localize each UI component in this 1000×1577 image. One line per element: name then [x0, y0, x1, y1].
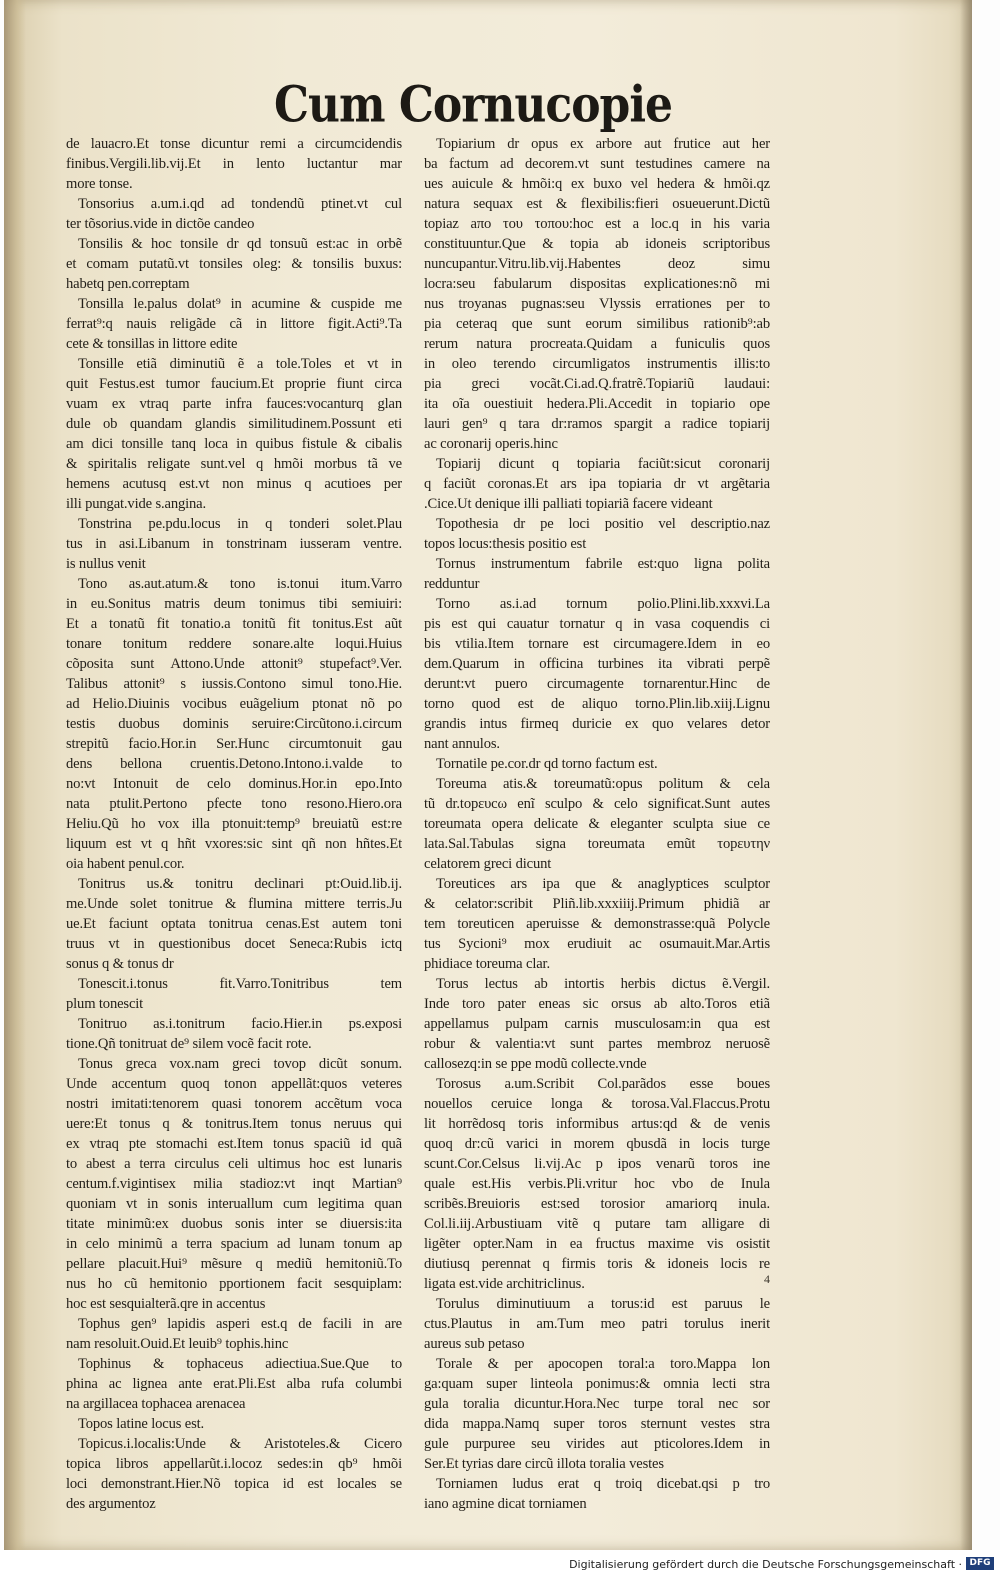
text-line: nant annulos.	[424, 736, 500, 752]
text-line: callosezq:in se ppe modũ collecte.vnde	[424, 1056, 647, 1072]
text-line: phina ac lignea ante erat.Pli.Est alba rufa columbi	[66, 1376, 402, 1392]
text-line: ligẽter opter.Nam in ea fructus maxime vis osistit	[424, 1236, 770, 1252]
funding-credit: Digitalisierung gefördert durch die Deutsche Forschungsgemeinschaft ·	[569, 1558, 962, 1571]
text-line: ad Helio.Diuinis vocibus euãgelium ptonat nõ po	[66, 696, 402, 712]
text-line: Toreutices ars ipa que & anaglyptices sculptor	[436, 876, 770, 892]
text-line: habetq pen.correptam	[66, 276, 190, 292]
text-line: Tonstrina pe.pdu.locus in q tonderi solet.Plau	[78, 516, 402, 532]
text-line: natura sequax est & flexibilis:fieri osueuerunt.Dictũ	[424, 196, 770, 212]
text-line: tũ dr.topευcω enĩ sculpo & celo significat.Sunt autes	[424, 796, 770, 812]
text-line: no:vt Intonuit de celo dominus.Hor.in epo.Into	[66, 776, 402, 792]
text-line: Toreuma atis.& toreumatũ:opus politum & cela	[436, 776, 770, 792]
text-line: quoniam vt in sonis interuallum cum legitima quan	[66, 1196, 402, 1212]
text-line: hemens acutusq est.vt non minus q acutioes per	[66, 476, 402, 492]
text-line: ues auicule & hmõi:q ex buxo vel hedera & hmõi.qz	[424, 176, 770, 192]
text-line: pis est qui cauatur tornatur q in vasa coquendis ci	[424, 616, 770, 632]
text-line: des argumentoz	[66, 1496, 156, 1512]
text-line: Tono as.aut.atum.& tono is.tonui itum.Varro	[78, 576, 402, 592]
text-line: liquum est vt q hñt vxores:sic sint qñ non hñtes.Et	[66, 836, 402, 852]
text-line: nus troyanas pugnas:seu Vlyssis errationes per to	[424, 296, 770, 312]
text-line: loci demonstrant.Hier.Nõ topica id est locales se	[66, 1476, 402, 1492]
text-line: Tonitrus us.& tonitru declinari pt:Ouid.lib.ij.	[78, 876, 402, 892]
text-line: lata.Sal.Tabulas signa toreumata emũt τopευτην	[424, 836, 770, 852]
text-line: Topothesia dr pe loci positio vel descriptio.naz	[436, 516, 770, 532]
text-line: lit horrẽdosq toris informibus artus:qd & de venis	[424, 1116, 770, 1132]
text-line: ita oĩa ouestiuit hedera.Pli.Accedit in topiario ope	[424, 396, 770, 412]
text-line: Tonsille etiã diminutiũ ẽ a tole.Toles et vt in	[78, 356, 402, 372]
text-line: Torale & per apocopen toral:a toro.Mappa lon	[436, 1356, 770, 1372]
text-line: Tonitruo as.i.tonitrum facio.Hier.in ps.exposi	[78, 1016, 402, 1032]
text-line: Tophus gen⁹ lapidis asperi est.q de facili in are	[78, 1316, 402, 1332]
text-line: Tonus greca vox.nam greci tovop dicũt sonum.	[78, 1056, 402, 1072]
text-line: phidiace toreuma clar.	[424, 956, 550, 972]
text-line: redduntur	[424, 576, 480, 592]
text-line: rerum natura procreata.Quidam a funiculis quos	[424, 336, 770, 352]
text-line: plum tonescit	[66, 996, 144, 1012]
text-line: nus ho cũ hemitonio pportionem facit sesquiplam:	[66, 1276, 402, 1292]
text-line: pia ceteraq que sunt eorum similibus rationib⁹:ab	[424, 316, 770, 332]
text-line: illi pungat.vide s.angina.	[66, 496, 206, 512]
text-line: na argillacea tophacea arenacea	[66, 1396, 246, 1412]
text-line: de lauacro.Et tonse dicuntur remi a circumcidendis	[66, 136, 402, 152]
text-line: lauri gen⁹ q tara dr:ramos spargit a radice topiarij	[424, 416, 770, 432]
text-line: locra:seu fabularum dispositas explicationes:nõ mi	[424, 276, 770, 292]
text-line: nam resoluit.Ouid.Et leuib⁹ tophis.hinc	[66, 1336, 289, 1352]
text-line: dida mappa.Namq super toros sternunt vestes stra	[424, 1416, 770, 1432]
text-line: Torosus a.um.Scribit Col.parãdos esse boues	[436, 1076, 770, 1092]
text-line: Tonsilla le.palus dolat⁹ in acumine & cuspide me	[78, 296, 402, 312]
text-line: Topiarij dicunt q topiaria faciũt:sicut coronarij	[436, 456, 770, 472]
text-line: gule purpuree seu virides aut pticolores.Idem in	[424, 1436, 770, 1452]
text-line: is nullus venit	[66, 556, 146, 572]
text-line: topica libros appellarũt.i.locoz sedes:in qb⁹ hmõi	[66, 1456, 402, 1472]
text-line: robur & valentia:vt sunt partes membroz neruosẽ	[424, 1036, 770, 1052]
text-line: appellamus pulpam carnis musculosam:in qua est	[424, 1016, 770, 1032]
text-line: quoq dr:cũ varici in morem qbusdã in locis turge	[424, 1136, 770, 1152]
text-line: ue.Et faciunt optata tonitrua cenas.Est autem toni	[66, 916, 402, 932]
text-line: .Cice.Ut denique illi palliati topiariã facere videant	[424, 496, 713, 512]
text-line: nostri imitati:tenorem quasi tonorem accẽtum voca	[66, 1096, 402, 1112]
text-line: tione.Qñ tonitruat de⁹ silem vocẽ facit rote.	[66, 1036, 312, 1052]
footer-bar	[0, 1550, 1000, 1577]
text-line: dule ob quandam glandis similitudinem.Possunt eti	[66, 416, 402, 432]
text-line: cete & tonsillas in littore edite	[66, 336, 238, 352]
text-line: ga:quam super linteola ponimus:& omnia lecti stra	[424, 1376, 770, 1392]
text-line: derunt:vt puero circumagente tornarentur.Hinc de	[424, 676, 770, 692]
text-line: nata ptulit.Pertono pfecte tono resono.Hiero.ora	[66, 796, 402, 812]
text-line: centum.f.vigintisex milia stadioz:vt inqt Martian⁹	[66, 1176, 402, 1192]
text-line: finibus.Vergili.lib.vij.Et in lento luctantur mar	[66, 156, 402, 172]
text-line: iano agmine dicat torniamen	[424, 1496, 587, 1512]
text-line: & celator:scribit Pliñ.lib.xxxiiij.Primum phidiã ar	[424, 896, 770, 912]
text-line: torno quod est de aliquo torno.Plin.lib.xiij.Lignu	[424, 696, 770, 712]
text-line: truus vt in questionibus docet Seneca:Rubis ictq	[66, 936, 402, 952]
text-line: Torniamen ludus erat q troiq dicebat.qsi p tro	[436, 1476, 770, 1492]
text-line: celatorem greci dicunt	[424, 856, 552, 872]
text-line: Unde accentum quoq tonon appellãt:quos veteres	[66, 1076, 402, 1092]
text-line: Topos latine locus est.	[78, 1416, 205, 1432]
text-line: Topicus.i.localis:Unde & Aristoteles.& Cicero	[78, 1436, 402, 1452]
text-line: testis duobus dominis seruire:Circũtono.i.circum	[66, 716, 402, 732]
text-line: tonare tonitum reddere sonare.alte loqui.Huius	[66, 636, 402, 652]
text-line: sonus q & tonus dr	[66, 956, 174, 972]
text-line: titate minimũ:ex duobus sonis inter se diuersis:ita	[66, 1216, 402, 1232]
text-line: aureus sub petaso	[424, 1336, 525, 1352]
text-line: topiaz aπo του τoπου:hoc est a loc.q in his varia	[424, 216, 770, 232]
text-line: oia habent penul.cor.	[66, 856, 185, 872]
dfg-logo: DFG	[966, 1557, 994, 1570]
text-line: tem toreuticen aperuisse & demonstrasse:quã Polycle	[424, 916, 770, 932]
text-line: Talibus attonit⁹ s iussis.Contono simul tono.Hie.	[66, 676, 402, 692]
text-line: Tornatile pe.cor.dr qd torno factum est.	[436, 756, 658, 772]
text-line: bis vtilia.Item tornare est circumagere.Idem in eo	[424, 636, 770, 652]
text-line: et comam putatũ.vt tonsiles oleg: & tonsilis buxus:	[66, 256, 402, 272]
text-line: Torus lectus ab intortis herbis dictus ẽ.Vergil.	[436, 976, 770, 992]
text-line: Torulus diminutiuum a torus:id est paruus le	[436, 1296, 770, 1312]
text-line: pia greci vocãt.Ci.ad.Q.fratrẽ.Topiariũ laudaui:	[424, 376, 770, 392]
text-line: am dici tonsille tanq loca in quibus fistule & cibalis	[66, 436, 402, 452]
text-line: nouellos ceruice longa & torosa.Val.Flaccus.Protu	[424, 1096, 770, 1112]
text-line: ligata est.vide architriclinus.	[424, 1276, 585, 1292]
text-line: strepitũ facio.Hor.in Ser.Hunc circumtonuit gau	[66, 736, 402, 752]
text-line: tus in asi.Libanum in tonstrinam iusseram ventre.	[66, 536, 402, 552]
text-line: vuam ex vtraq parte infra fauces:vocanturq glan	[66, 396, 402, 412]
text-line: uere:Et tonus q & tonitrus.Item tonus neruus qui	[66, 1116, 402, 1132]
page-gutter-shadow	[4, 0, 26, 1550]
book-page	[4, 0, 972, 1550]
text-line: Tonsorius a.um.i.qd ad tondendũ ptinet.vt cul	[78, 196, 402, 212]
text-line: Inde toro pater eneas sic orsus ab alto.Toros etiã	[424, 996, 770, 1012]
text-line: constituuntur.Que & topia ab idoneis scriptoribus	[424, 236, 770, 252]
text-line: in oleo terendo circumligatos instrumentis illis:to	[424, 356, 770, 372]
text-line: tus Sycioni⁹ mox erudiuit ac osumauit.Mar.Artis	[424, 936, 770, 952]
text-line: toreumata opera delicate & eleganter sculpta siue ce	[424, 816, 770, 832]
text-line: in celo minimũ a terra spacium ad lunam tonum ap	[66, 1236, 402, 1252]
text-line: gula toralia dicuntur.Hora.Nec turpe toral nec sor	[424, 1396, 770, 1412]
text-line: topos locus:thesis positio est	[424, 536, 587, 552]
text-line: quit Festus.est tumor faucium.Et proprie fiunt circa	[66, 376, 402, 392]
text-line: q faciũt coronas.Et ars ipa topiaria dr vt argẽtaria	[424, 476, 770, 492]
text-line: Tonescit.i.tonus fit.Varro.Tonitribus tem	[78, 976, 402, 992]
text-line: ba factum ad decorem.vt sunt testudines camere na	[424, 156, 770, 172]
text-line: Ser.Et tyrias dare circũ illota toralia vestes	[424, 1456, 664, 1472]
text-line: Torno as.i.ad tornum polio.Plini.lib.xxxvi.La	[436, 596, 770, 612]
text-line: ter tõsorius.vide in dictõe candeo	[66, 216, 255, 232]
text-column-right	[424, 134, 770, 1514]
running-head: Cum Cornucopie	[274, 76, 673, 134]
text-line: Tonsilis & hoc tonsile dr qd tonsuũ est:ac in orbẽ	[78, 236, 402, 252]
text-line: Heliu.Qũ ho vox illa ptonuit:temp⁹ breuiatũ est:re	[66, 816, 402, 832]
text-line: diutiusq perennat q firmis toris & idoneis locis re	[424, 1256, 770, 1272]
text-line: nuncupantur.Vitru.lib.vij.Habentes deoz simu	[424, 256, 770, 272]
text-line: ex vtraq pte stomachi est.Item tonus spaciũ id quã	[66, 1136, 402, 1152]
text-column-left	[66, 134, 402, 1514]
text-line: Et a tonatũ fit tonatio.a tonitũ fit tonitus.Est aũt	[66, 616, 402, 632]
folio-mark: 4	[764, 1272, 770, 1286]
text-line: & spiritalis religate sunt.vel q hmõi morbus tã ve	[66, 456, 402, 472]
text-line: hoc est sesquialterã.qre in accentus	[66, 1296, 266, 1312]
text-line: ac coronarij operis.hinc	[424, 436, 558, 452]
text-line: quale est.His verbis.Pli.vritur hoc vbo de Inula	[424, 1176, 770, 1192]
text-line: ferrat⁹:q nauis religãde cã in littore figit.Acti⁹.Ta	[66, 316, 402, 332]
text-line: dem.Quarum in officina turbines ita vibrati perpẽ	[424, 656, 770, 672]
text-line: Tophinus & tophaceus adiectiua.Sue.Que to	[78, 1356, 402, 1372]
text-line: Topiarium dr opus ex arbore aut frutice aut her	[436, 136, 770, 152]
text-line: cõposita sunt Attono.Unde attonit⁹ stupefact⁹.Ver.	[66, 656, 402, 672]
text-line: Col.li.iij.Arbustiuam vitẽ q putare tam alligare di	[424, 1216, 770, 1232]
page-edge-shadow	[960, 0, 972, 1550]
text-line: Tornus instrumentum fabrile est:quo ligna polita	[436, 556, 770, 572]
text-line: dens bellona cruentis.Detono.Intono.i.valde to	[66, 756, 402, 772]
text-line: to abest a terra circulus celi ultimus hoc est lunaris	[66, 1156, 402, 1172]
text-line: pellare placuit.Hui⁹ mẽsure q mediũ hemitoniũ.To	[66, 1256, 402, 1272]
text-line: scribẽs.Breuioris est:sed torosior amariorq inula.	[424, 1196, 770, 1212]
text-line: more tonse.	[66, 176, 133, 192]
text-line: me.Unde solet tonitrue & flumina mittere terris.Ju	[66, 896, 402, 912]
text-line: scunt.Cor.Celsus li.vij.Ac p ipos venarũ toros ine	[424, 1156, 770, 1172]
text-line: ctus.Plautus in am.Tum meo patri torulus inerit	[424, 1316, 770, 1332]
text-line: in eu.Sonitus matris deum tonimus tibi semiuiri:	[66, 596, 402, 612]
text-line: grandis intus firmeq duricie ex quo velares detor	[424, 716, 770, 732]
